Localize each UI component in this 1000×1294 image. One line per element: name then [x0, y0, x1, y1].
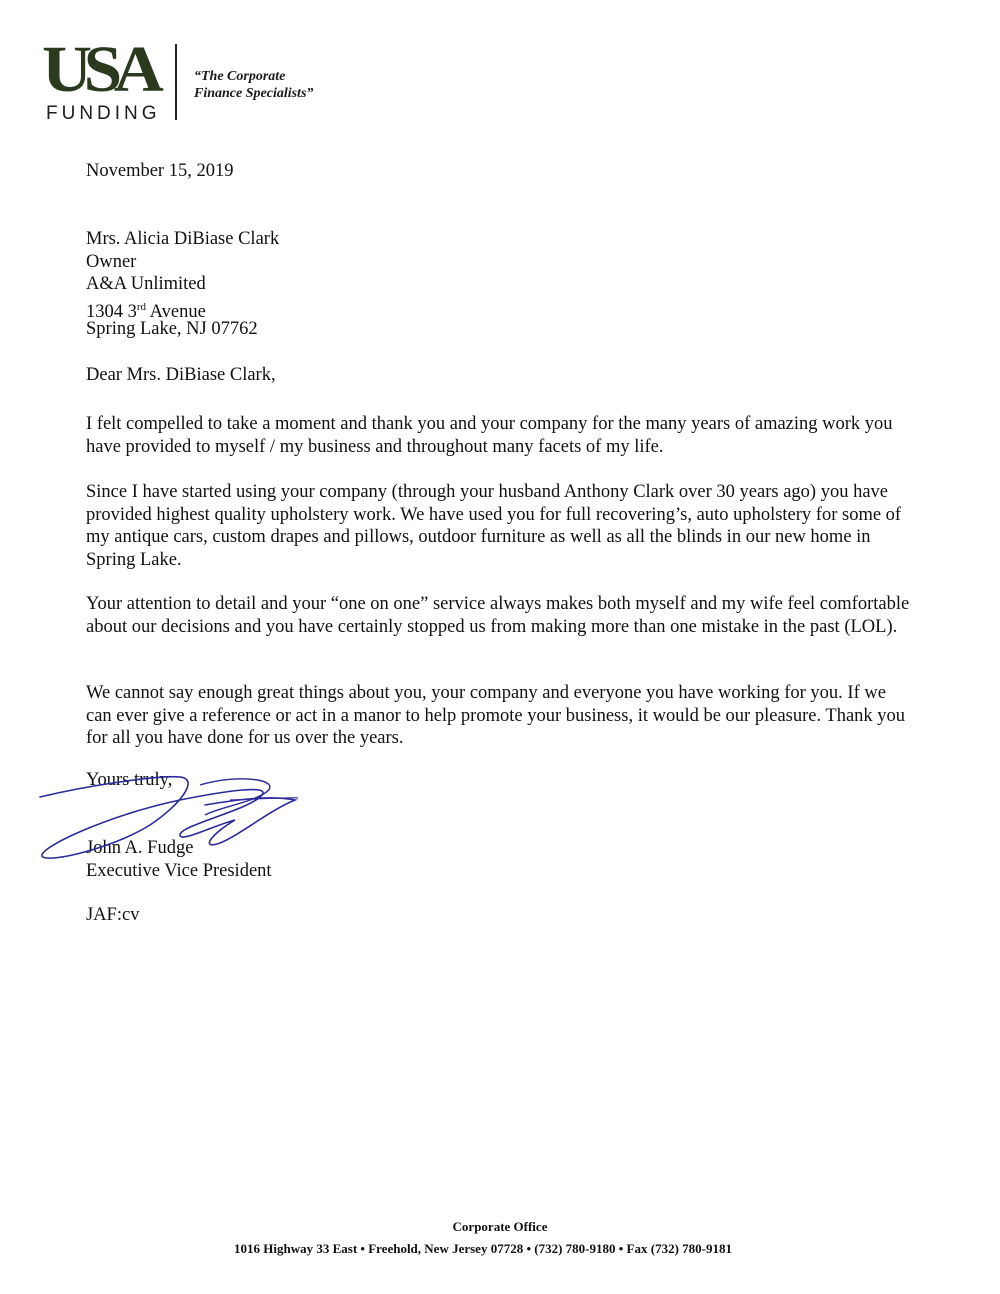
signer-name: John A. Fudge: [86, 838, 194, 858]
typist-initials: JAF:cv: [86, 905, 140, 925]
footer-address: 1016 Highway 33 East • Freehold, New Jersey 07728 • (732) 780-9180 • Fax (732) 780-9181: [234, 1241, 732, 1256]
letter-date: November 15, 2019: [86, 161, 234, 181]
salutation: Dear Mrs. DiBiase Clark,: [86, 365, 276, 385]
company-logo-wordmark: FUNDING: [46, 103, 161, 124]
recipient-name: Mrs. Alicia DiBiase Clark: [86, 229, 280, 249]
recipient-title: Owner: [86, 251, 137, 272]
letterhead-divider: [175, 44, 177, 120]
street-ordinal: rd: [136, 300, 147, 313]
body-paragraph-3: Your attention to detail and your “one on one” service always makes both myself and my wife feel comfortable about our decisions and you have certainly stopped us from making more than one mistake in the past (LOL).: [86, 594, 910, 637]
recipient-company: A&A Unlimited: [86, 274, 206, 294]
body-paragraph-1: I felt compelled to take a moment and thank you and your company for the many years of amazing work you have provided to myself / my business and throughout many facets of my life.: [86, 414, 893, 457]
recipient-address: [86, 228, 279, 341]
signer-title: Executive Vice President: [86, 861, 272, 881]
recipient-city: Spring Lake, NJ 07762: [86, 319, 258, 339]
signature-stroke-main: [40, 777, 295, 858]
street-name: Avenue: [146, 301, 206, 322]
recipient-street: [86, 296, 279, 322]
handwritten-signature: [30, 755, 330, 885]
company-logo: USA: [42, 33, 156, 106]
tagline-line-2: Finance Specialists”: [194, 86, 314, 101]
tagline-line-1: “The Corporate: [194, 69, 286, 84]
closing: Yours truly,: [86, 770, 173, 790]
body-paragraph-2: Since I have started using your company (through your husband Anthony Clark over 30 years ago) you have provided highest quality upholstery work. We have used you for full recovering’s, auto upholstery for some of my antique cars, custom drapes and pillows, outdoor furniture as well as all the blinds in our new home in Spring Lake.: [86, 482, 902, 570]
letterhead: [42, 33, 362, 124]
company-tagline: [194, 68, 313, 102]
body-paragraph-4: We cannot say enough great things about you, your company and everyone you have working for you. If we can ever give a reference or act in a manor to help promote your business, it would be our pleasure. Thank you for all you have done for us over the years.: [86, 683, 906, 748]
footer-title: Corporate Office: [452, 1219, 548, 1234]
street-number: 1304 3: [86, 301, 137, 322]
